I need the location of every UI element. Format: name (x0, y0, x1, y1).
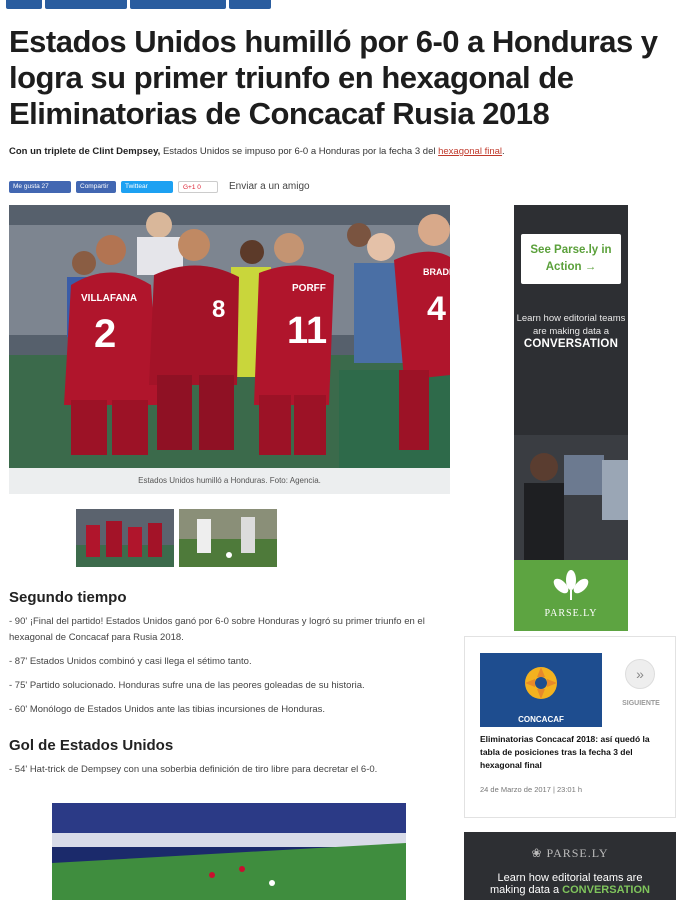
concacaf-logo-text: CONCACAF (518, 715, 564, 724)
related-article-title[interactable]: Eliminatorias Concacaf 2018: así quedó la tabla de posiciones tras la fecha 3 del hexagonal final (480, 734, 650, 770)
jersey-number: 2 (94, 312, 117, 356)
jersey-number: 11 (287, 310, 328, 352)
ad-copy (514, 312, 628, 351)
category-tags (6, 0, 271, 9)
google-plus-button[interactable]: G+1 0 (178, 181, 218, 193)
live-update-item: - 75' Partido solucionado. Honduras sufre una de las peores goleadas de su historia. (9, 680, 365, 691)
jersey-number: 8 (212, 296, 226, 323)
hexagonal-final-link[interactable]: hexagonal final (438, 146, 503, 157)
section-title: Gol de Estados Unidos (9, 737, 174, 754)
jersey-name: VILLAFANA (81, 293, 138, 304)
category-tag[interactable] (229, 0, 271, 9)
parsely-bottom-brand: ❀ PARSE.LY (531, 846, 609, 860)
jersey-name: BRADLEY (423, 267, 467, 277)
ad-copy-text: Learn how editorial teams are making data a (516, 313, 626, 337)
category-tag[interactable] (130, 0, 226, 9)
parsely-bottom-copy-text: making data a (490, 884, 563, 896)
stadium-video-frame (52, 803, 406, 900)
live-update-item: - 90' ¡Final del partido! Estados Unidos ganó por 6-0 sobre Honduras y logró su primer triunfo en el hexagonal de Concacaf para Rusia 2018. (9, 616, 425, 643)
facebook-like-button[interactable]: Me gusta 27 (9, 181, 71, 193)
parsely-brand-label: PARSE.LY (544, 608, 598, 619)
facebook-share-button[interactable]: Compartir (76, 181, 116, 193)
parsely-leaf-icon (514, 560, 628, 606)
lead-bold: Con un triplete de Clint Dempsey, (9, 146, 161, 157)
lead-text: Estados Unidos se impuso por 6-0 a Honduras por la fecha 3 del (160, 146, 439, 157)
gallery-thumbnail[interactable] (76, 509, 174, 567)
thumbnail-image (179, 509, 277, 567)
related-article-image (480, 653, 602, 727)
live-update-item: - 60' Monólogo de Estados Unidos ante las tibias incursiones de Honduras. (9, 704, 326, 715)
players-celebration-image (9, 205, 467, 468)
see-parsely-cta[interactable] (521, 234, 621, 284)
cta-label: See Parse.ly in Action → (530, 244, 612, 273)
send-to-friend-link[interactable]: Enviar a un amigo (229, 181, 310, 192)
next-article-button[interactable] (625, 659, 655, 689)
lead-end: . (502, 146, 505, 157)
twitter-tweet-button[interactable]: Twittear (121, 181, 173, 193)
related-article-card[interactable] (464, 636, 676, 818)
photo-thumbnails (76, 509, 277, 567)
jersey-name: PORFF (292, 283, 326, 294)
parsely-bottom-copy (464, 872, 676, 896)
parsely-bottom-ad[interactable] (464, 832, 676, 900)
parsely-bottom-copy-line2 (464, 884, 676, 896)
section-title: Segundo tiempo (9, 589, 127, 606)
article-headline: Estados Unidos humilló por 6-0 a Honduras y logra su primer triunfo en hexagonal de Eliminatorias de Concacaf Rusia 2018 (9, 24, 658, 131)
next-label: SIGUIENTE (622, 700, 660, 707)
related-article-date: 24 de Marzo de 2017 | 23:01 h (480, 785, 583, 794)
gol-estados-unidos-section (9, 737, 449, 778)
parsely-bottom-brand-text: PARSE.LY (546, 846, 609, 860)
parsely-bottom-copy-line: Learn how editorial teams are (497, 872, 643, 884)
parsely-bottom-highlight: CONVERSATION (562, 884, 650, 896)
segundo-tiempo-section (9, 589, 449, 718)
live-update-item: - 54' Hat-trick de Dempsey con una soberbia definición de tiro libre para decretar el 6-0. (9, 764, 378, 775)
gallery-thumbnail[interactable] (179, 509, 277, 567)
thumbnail-image (76, 509, 174, 567)
main-photo[interactable] (9, 205, 467, 468)
video-player[interactable] (52, 803, 406, 900)
article-lead (9, 146, 649, 157)
live-update-item: - 87' Estados Unidos combinó y casi llega el sétimo tanto. (9, 656, 252, 667)
category-tag[interactable] (45, 0, 127, 9)
parsely-brand-block[interactable] (514, 560, 628, 631)
jersey-number: 4 (427, 290, 446, 328)
ad-copy-highlight: CONVERSATION (523, 338, 619, 350)
photo-caption: Estados Unidos humilló a Honduras. Foto: Agencia. (9, 468, 450, 494)
chevron-right-icon: » (636, 666, 644, 682)
category-tag[interactable] (6, 0, 42, 9)
share-bar (9, 180, 310, 193)
